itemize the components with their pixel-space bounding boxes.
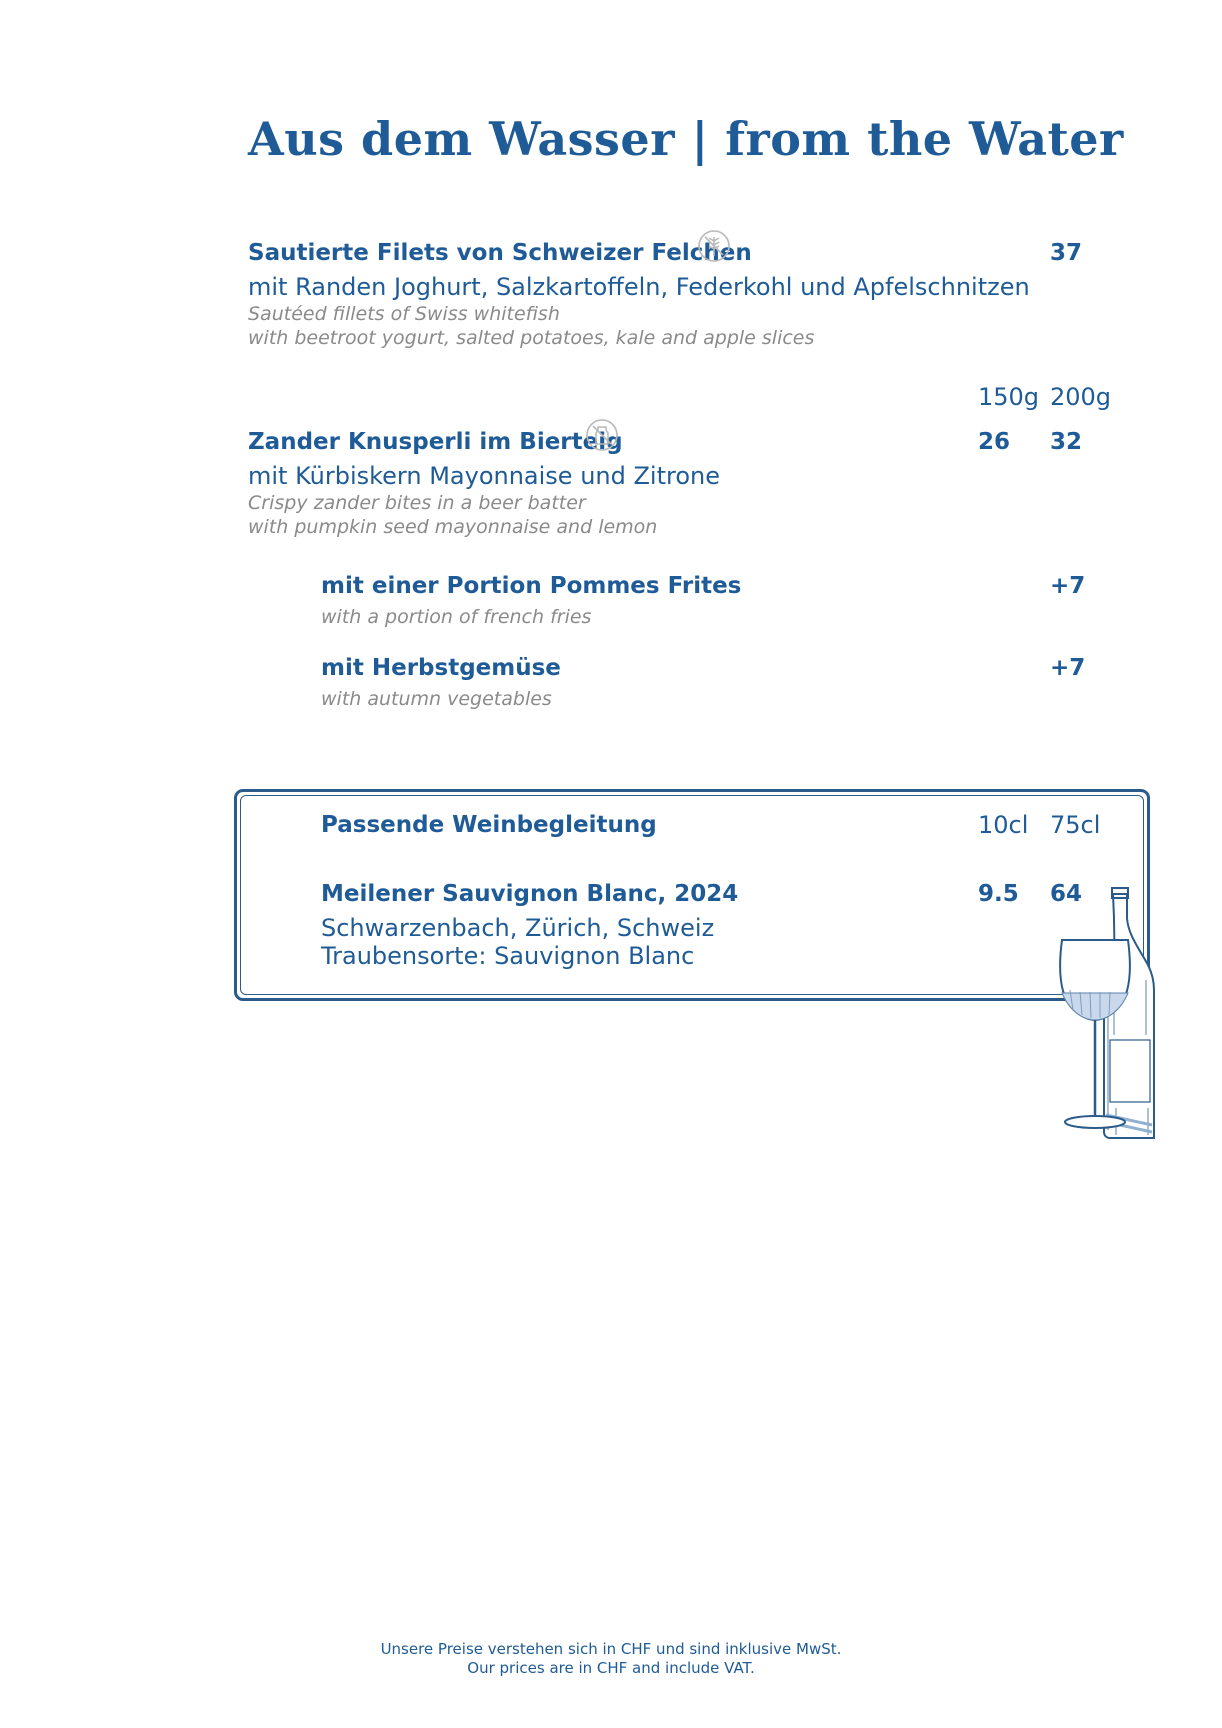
dish-description: mit Randen Joghurt, Salzkartoffeln, Federkohl und Apfelschnitzen xyxy=(248,273,1030,301)
wine-heading: Passende Weinbegleitung xyxy=(321,812,657,838)
gluten-free-icon xyxy=(697,229,731,263)
side-name-en: with a portion of french fries xyxy=(321,606,592,628)
wine-size-label: 75cl xyxy=(1050,811,1101,839)
dish-price: 32 xyxy=(1050,429,1083,455)
side-name: mit Herbstgemüse xyxy=(321,655,561,681)
wine-size-label: 10cl xyxy=(978,811,1029,839)
page-title: Aus dem Wasser | from the Water xyxy=(248,112,1124,166)
side-price: +7 xyxy=(1050,655,1086,681)
wine-origin: Schwarzenbach, Zürich, Schweiz xyxy=(321,914,715,942)
wine-price: 64 xyxy=(1050,881,1083,907)
dish-price: 26 xyxy=(978,429,1011,455)
footer-note-en: Our prices are in CHF and include VAT. xyxy=(467,1659,755,1677)
dish-name-en: Sautéed fillets of Swiss whitefish xyxy=(248,303,560,325)
size-label: 150g xyxy=(978,383,1040,411)
lactose-free-icon xyxy=(585,418,619,452)
wine-name: Meilener Sauvignon Blanc, 2024 xyxy=(321,881,739,907)
dish-name: Zander Knusperli im Bierteig xyxy=(248,429,623,455)
wine-price: 9.5 xyxy=(978,881,1019,907)
dish-price: 37 xyxy=(1050,240,1083,266)
dish-name-en: Crispy zander bites in a beer batter xyxy=(248,492,586,514)
side-name: mit einer Portion Pommes Frites xyxy=(321,573,742,599)
size-label: 200g xyxy=(1050,383,1112,411)
footer-note-de: Unsere Preise verstehen sich in CHF und sind inklusive MwSt. xyxy=(380,1640,842,1658)
dish-name: Sautierte Filets von Schweizer Felchen xyxy=(248,240,752,266)
dish-description: mit Kürbiskern Mayonnaise und Zitrone xyxy=(248,462,721,490)
dish-description-en: with beetroot yogurt, salted potatoes, kale and apple slices xyxy=(248,327,815,349)
wine-glass-and-bottle-illustration xyxy=(1040,880,1190,1148)
wine-grape: Traubensorte: Sauvignon Blanc xyxy=(321,942,695,970)
side-name-en: with autumn vegetables xyxy=(321,688,552,710)
dish-description-en: with pumpkin seed mayonnaise and lemon xyxy=(248,516,658,538)
side-price: +7 xyxy=(1050,573,1086,599)
